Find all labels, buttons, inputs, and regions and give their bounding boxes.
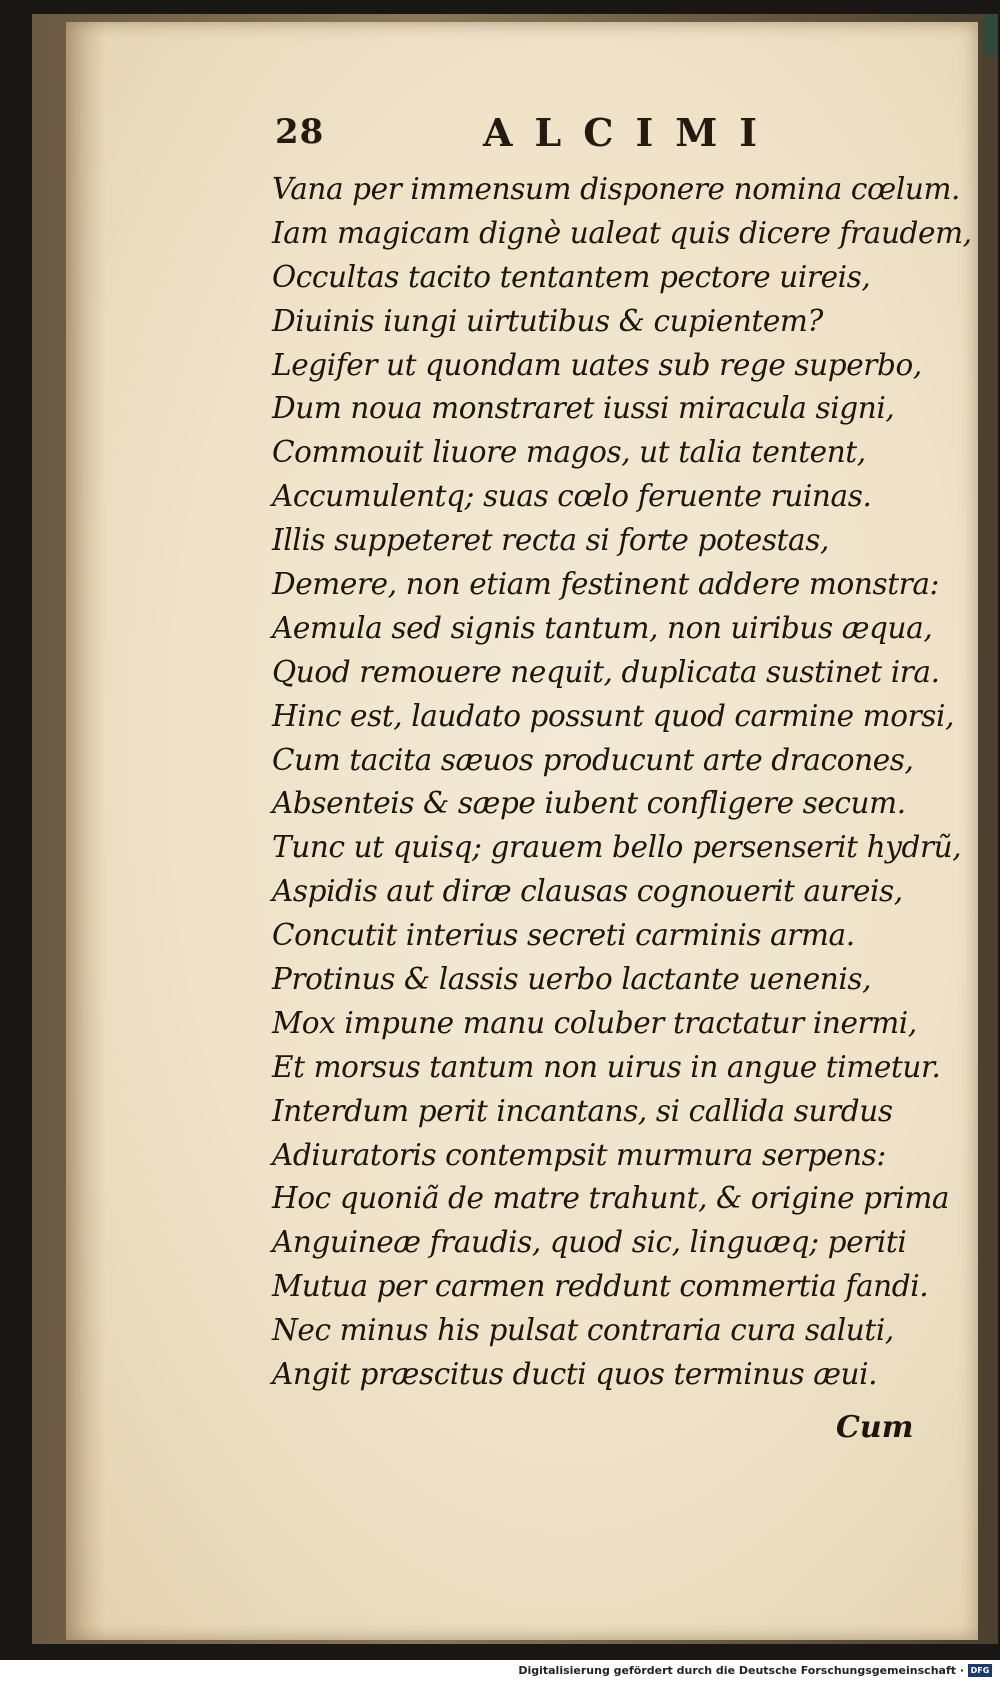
digitization-credit: [518, 1664, 992, 1677]
verse-line: Tunc ut quisq; grauem bello persenserit hydrũ,: [272, 830, 962, 865]
verse-line: Mox impune manu coluber tractatur inermi,: [272, 1005, 917, 1040]
verse-line: Absenteis & sæpe iubent confligere secum.: [272, 786, 906, 821]
verse-line: Concutit interius secreti carminis arma.: [272, 918, 855, 953]
page-header: [275, 112, 915, 162]
verse-line: Occultas tacito tentantem pectore uireis,: [272, 259, 871, 294]
verse-line: Protinus & lassis uerbo lactante uenenis,: [272, 962, 872, 997]
verse-line: Aemula sed signis tantum, non uiribus æqua,: [272, 610, 933, 645]
verse-line: Angit præscitus ducti quos terminus æui.: [272, 1357, 878, 1392]
verse-line: Interdum perit incantans, si callida surdus: [272, 1093, 893, 1128]
verse-line: Mutua per carmen reddunt commertia fandi.: [272, 1269, 929, 1304]
verse-line: Vana per immensum disponere nomina cœlum.: [272, 172, 960, 206]
verse-line: Adiuratoris contempsit murmura serpens:: [272, 1137, 886, 1172]
verse-line: Hoc quoniã de matre trahunt, & origine prima: [272, 1181, 950, 1216]
page-number: 28: [275, 112, 325, 152]
verse-line: Dum noua monstraret iussi miracula signi,: [272, 391, 895, 426]
verse-line: Iam magicam dignè ualeat quis dicere fraudem,: [272, 215, 972, 250]
book-spine-cloth: [984, 14, 998, 54]
verse-line: Legifer ut quondam uates sub rege superbo,: [272, 347, 922, 382]
dfg-logo: DFG: [968, 1664, 992, 1677]
verse-line: Illis suppeteret recta si forte potestas,: [272, 523, 829, 558]
verse-line: Commouit liuore magos, ut talia tentent,: [272, 435, 866, 470]
page-gutter-shadow: [66, 22, 106, 1640]
verse-line: Nec minus his pulsat contraria cura saluti,: [272, 1313, 894, 1348]
verse-line: Hinc est, laudato possunt quod carmine morsi,: [272, 698, 955, 733]
verse-line: Demere, non etiam festinent addere monstra:: [272, 567, 940, 602]
verse-text: [272, 168, 972, 1397]
verse-line: Et morsus tantum non uirus in angue timetur.: [272, 1049, 941, 1084]
verse-line: Aspidis aut diræ clausas cognouerit aureis,: [272, 874, 903, 909]
credit-text: Digitalisierung gefördert durch die Deutsche Forschungsgemeinschaft ·: [518, 1664, 964, 1677]
verse-line: Cum tacita sæuos producunt arte dracones,: [272, 742, 914, 777]
catchword: Cum: [836, 1410, 914, 1445]
verse-line: Diuinis iungi uirtutibus & cupientem?: [272, 303, 823, 338]
verse-line: Quod remouere nequit, duplicata sustinet ira.: [272, 654, 940, 689]
running-head: ALCIMI: [483, 110, 780, 155]
verse-line: Anguineæ fraudis, quod sic, linguæq; periti: [272, 1225, 907, 1260]
verse-line: Accumulentq; suas cœlo feruente ruinas.: [272, 479, 872, 514]
